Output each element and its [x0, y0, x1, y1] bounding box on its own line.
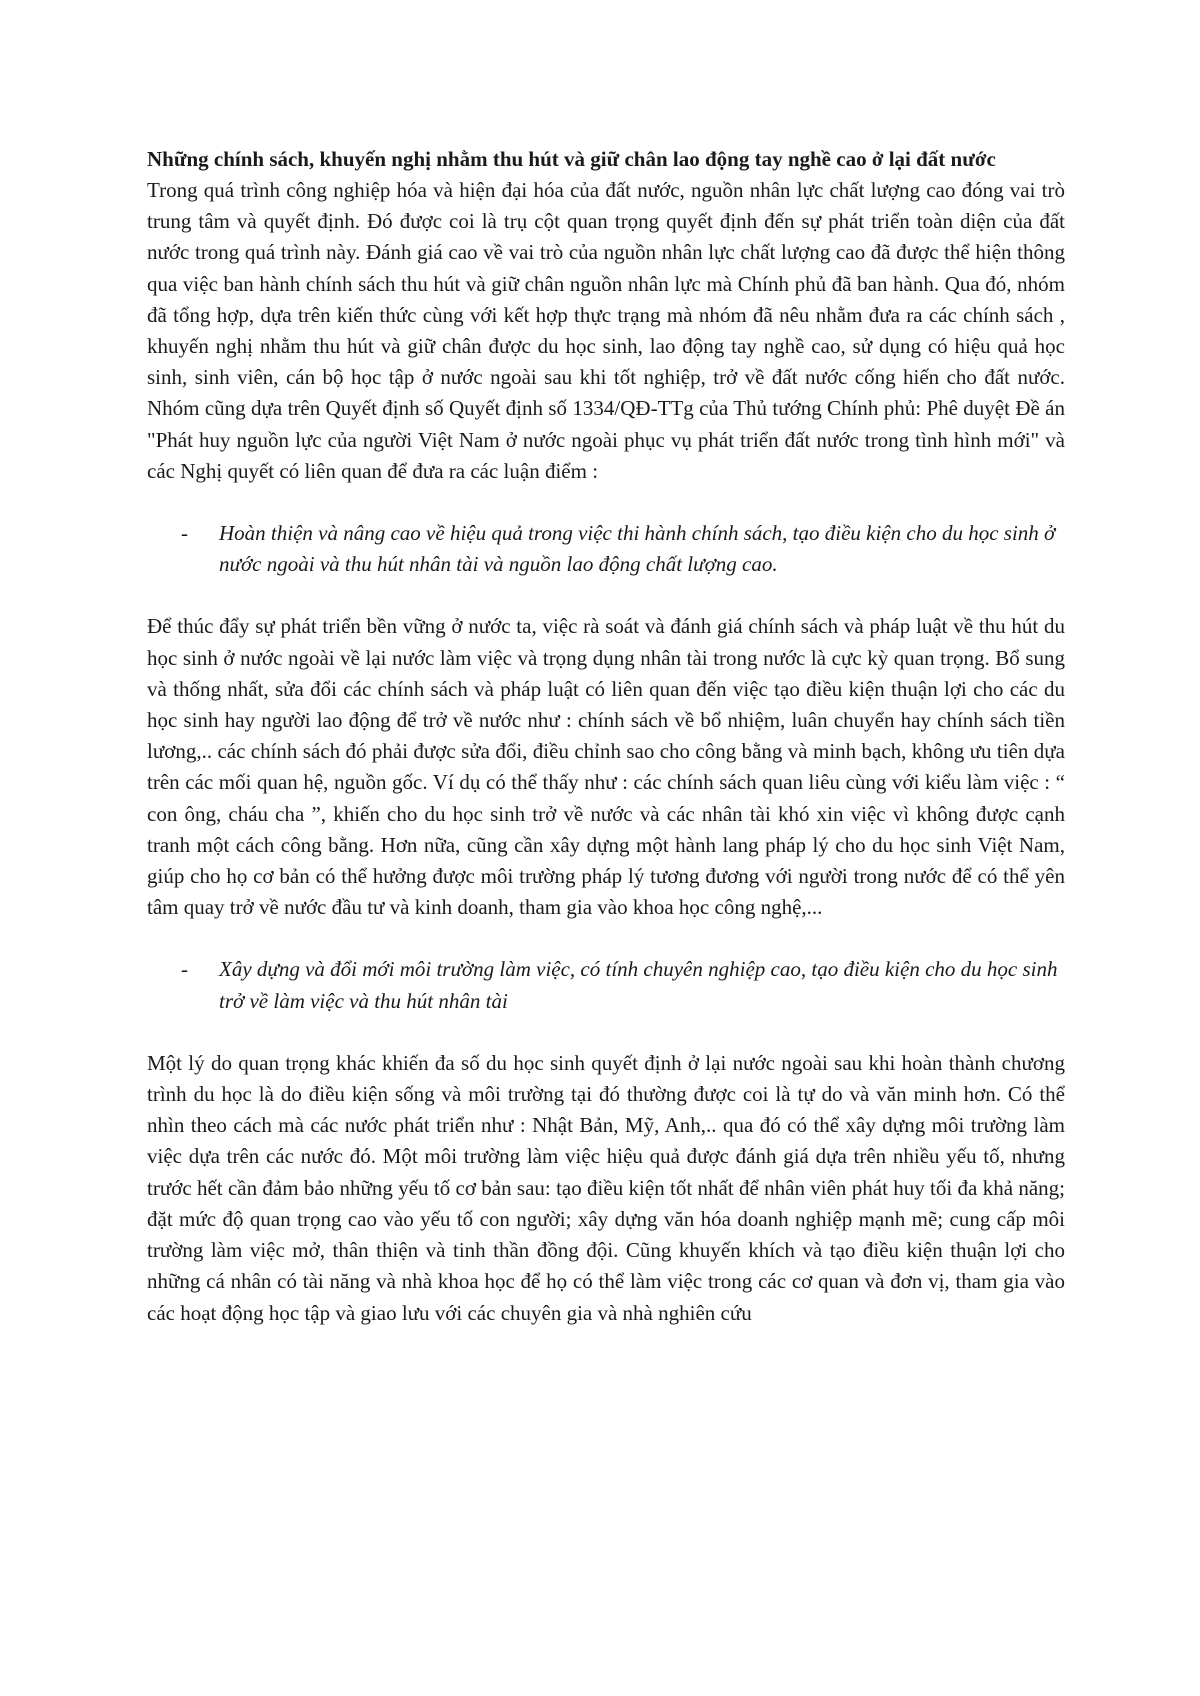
intro-paragraph: Trong quá trình công nghiệp hóa và hiện đại hóa của đất nước, nguồn nhân lực chất lượng cao đóng vai trò trung tâm và quyết định. Đó được coi là trụ cột quan trọng quyết định đến sự phát triển toàn diện của đất nước trong quá trình này. Đánh giá cao về vai trò của nguồn nhân lực chất lượng cao đã được thể hiện thông qua việc ban hành chính sách thu hút và giữ chân nguồn nhân lực mà Chính phủ đã ban hành. Qua đó, nhóm đã tổng hợp, dựa trên kiến thức cùng với kết hợp thực trạng mà nhóm đã nêu nhằm đưa ra các chính sách , khuyến nghị nhằm thu hút và giữ chân được du học sinh, lao động tay nghề cao, sử dụng có hiệu quả học sinh, sinh viên, cán bộ học tập ở nước ngoài sau khi tốt nghiệp, trở về đất nước cống hiến cho đất nước. Nhóm cũng dựa trên Quyết định số Quyết định số 1334/QĐ-TTg của Thủ tướng Chính phủ: Phê duyệt Đề án "Phát huy nguồn lực của người Việt Nam ở nước ngoài phục vụ phát triển đất nước trong tình hình mới" và các Nghị quyết có liên quan để đưa ra các luận điểm : [147, 178, 1065, 483]
spacer [147, 487, 1065, 518]
body-paragraph-1: Để thúc đẩy sự phát triển bền vững ở nước ta, việc rà soát và đánh giá chính sách và pháp luật về thu hút du học sinh ở nước ngoài về lại nước làm việc và trọng dụng nhân tài trong nước là cực kỳ quan trọng. Bổ sung và thống nhất, sửa đổi các chính sách và pháp luật có liên quan đến việc tạo điều kiện thuận lợi cho các du học sinh hay người lao động để trở về nước như : chính sách về bổ nhiệm, luân chuyển hay chính sách tiền lương,.. các chính sách đó phải được sửa đổi, điều chỉnh sao cho công bằng và minh bạch, không ưu tiên dựa trên các mối quan hệ, nguồn gốc. Ví dụ có thể thấy như : các chính sách quan liêu cùng với kiểu làm việc : “ con ông, cháu cha ”, khiến cho du học sinh trở về nước và các nhân tài khó xin việc vì không được cạnh tranh một cách công bằng. Hơn nữa, cũng cần xây dựng một hành lang pháp lý cho du học sinh Việt Nam, giúp cho họ cơ bản có thể hưởng được môi trường pháp lý tương đương với người trong nước để có thể yên tâm quay trở về nước đầu tư và kinh doanh, tham gia vào khoa học công nghệ,... [147, 614, 1065, 920]
bullet-dash: - [181, 521, 188, 546]
document-title: Những chính sách, khuyến nghị nhằm thu hút và giữ chân lao động tay nghề cao ở lại đất nước [147, 147, 996, 171]
document-page [147, 144, 1065, 1329]
spacer [147, 580, 1065, 611]
body-paragraph-2: Một lý do quan trọng khác khiến đa số du học sinh quyết định ở lại nước ngoài sau khi hoàn thành chương trình du học là do điều kiện sống và môi trường tại đó thường được coi là tự do và văn minh hơn. Có thể nhìn theo cách mà các nước phát triển như : Nhật Bản, Mỹ, Anh,.. qua đó có thể xây dựng môi trường làm việc dựa trên các nước đó. Một môi trường làm việc hiệu quả được đánh giá dựa trên nhiều yếu tố, nhưng trước hết cần đảm bảo những yếu tố cơ bản sau: tạo điều kiện tốt nhất để nhân viên phát huy tối đa khả năng; đặt mức độ quan trọng cao vào yếu tố con người; xây dựng văn hóa doanh nghiệp mạnh mẽ; cung cấp môi trường làm việc mở, thân thiện và tinh thần đồng đội. Cũng khuyến khích và tạo điều kiện thuận lợi cho những cá nhân có tài năng và nhà khoa học để họ có thể làm việc trong các cơ quan và đơn vị, tham gia vào các hoạt động học tập và giao lưu với các chuyên gia và nhà nghiên cứu [147, 1050, 1065, 1325]
spacer [147, 1017, 1065, 1048]
bullet-text-1: Hoàn thiện và nâng cao về hiệu quả trong việc thi hành chính sách, tạo điều kiện cho du học sinh ở nước ngoài và thu hút nhân tài và nguồn lao động chất lượng cao. [219, 521, 1056, 577]
bullet-item-2 [147, 954, 1065, 1016]
bullet-dash: - [181, 957, 188, 982]
spacer [147, 923, 1065, 954]
bullet-text-2: Xây dựng và đổi mới môi trường làm việc, có tính chuyên nghiệp cao, tạo điều kiện cho du học sinh trở về làm việc và thu hút nhân tài [219, 957, 1058, 1013]
bullet-item-1 [147, 518, 1065, 580]
